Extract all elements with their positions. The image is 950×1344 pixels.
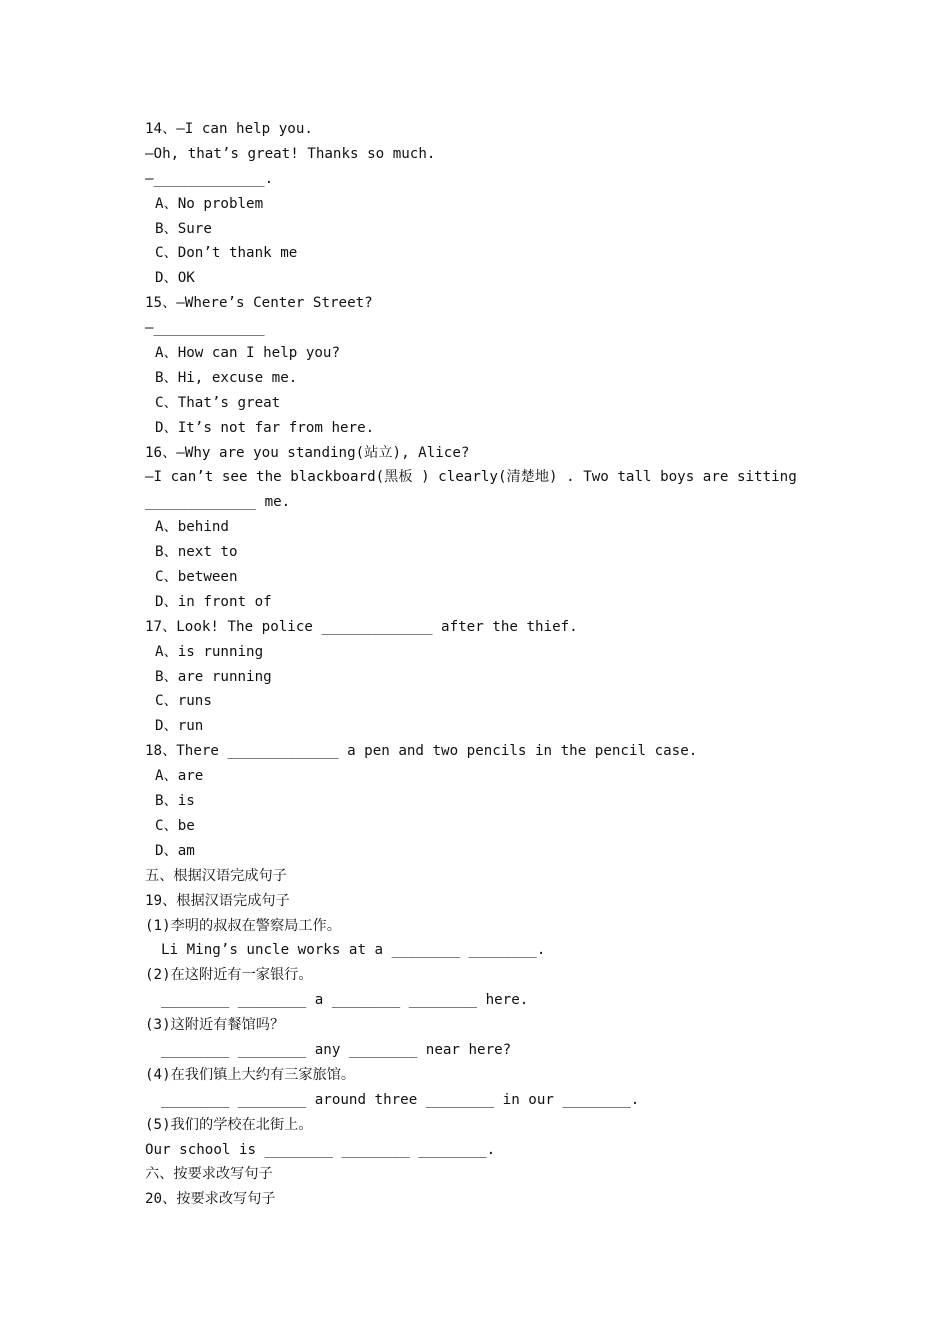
text-line: ________ ________ a ________ ________ here.	[161, 992, 529, 1009]
text-line: _____________ me.	[145, 494, 291, 511]
text-line: 六、按要求改写句子	[145, 1166, 273, 1183]
text-line: —_____________.	[145, 170, 274, 187]
answer-option: B、is	[155, 793, 195, 810]
answer-option: A、How can I help you?	[155, 345, 341, 362]
text-line: 16、—Why are you standing(站立), Alice?	[145, 444, 470, 461]
answer-option: C、Don’t thank me	[155, 245, 298, 262]
text-line: 19、根据汉语完成句子	[145, 892, 290, 909]
text-line: 18、There _____________ a pen and two pencils in the pencil case.	[145, 743, 698, 760]
text-line: 14、—I can help you.	[145, 121, 313, 137]
text-line: Li Ming’s uncle works at a ________ ________.	[161, 942, 546, 959]
answer-option: B、next to	[155, 544, 238, 561]
answer-option: D、run	[155, 718, 204, 735]
text-line: ________ ________ any ________ near here?	[161, 1041, 512, 1058]
answer-option: D、It’s not far from here.	[155, 419, 375, 436]
answer-option: B、are running	[155, 668, 272, 685]
answer-option: A、behind	[155, 519, 229, 536]
text-line: ________ ________ around three ________ in our ________.	[161, 1091, 640, 1108]
text-line: 17、Look! The police _____________ after the thief.	[145, 618, 578, 635]
text-line: Our school is ________ ________ ________.	[145, 1141, 496, 1158]
answer-option: D、OK	[155, 270, 195, 287]
text-line: (3)这附近有餐馆吗？	[145, 1017, 285, 1034]
text-line: —I can’t see the blackboard(黑板 ) clearly(清楚地) . Two tall boys are sitting	[145, 469, 797, 486]
text-line: (2)在这附近有一家银行。	[145, 967, 313, 984]
text-line: —_____________	[145, 320, 265, 337]
answer-option: D、am	[155, 842, 195, 859]
text-line: 15、—Where’s Center Street?	[145, 295, 373, 312]
answer-option: C、be	[155, 817, 195, 834]
answer-option: B、Hi, excuse me.	[155, 369, 298, 386]
text-line: 五、根据汉语完成句子	[145, 867, 287, 884]
text-line: —Oh, that’s great! Thanks so much.	[145, 145, 436, 162]
answer-option: D、in front of	[155, 593, 272, 610]
answer-option: A、are	[155, 768, 204, 785]
answer-option: C、between	[155, 569, 238, 586]
text-line: (1)李明的叔叔在警察局工作。	[145, 917, 341, 934]
answer-option: A、is running	[155, 643, 264, 660]
document-page	[145, 117, 865, 1212]
text-line: (4)在我们镇上大约有三家旅馆。	[145, 1066, 356, 1083]
answer-option: A、No problem	[155, 195, 264, 212]
answer-option: C、That’s great	[155, 394, 281, 411]
text-line: 20、按要求改写句子	[145, 1191, 276, 1208]
answer-option: B、Sure	[155, 220, 212, 237]
answer-option: C、runs	[155, 693, 212, 710]
text-line: (5)我们的学校在北街上。	[145, 1116, 313, 1133]
